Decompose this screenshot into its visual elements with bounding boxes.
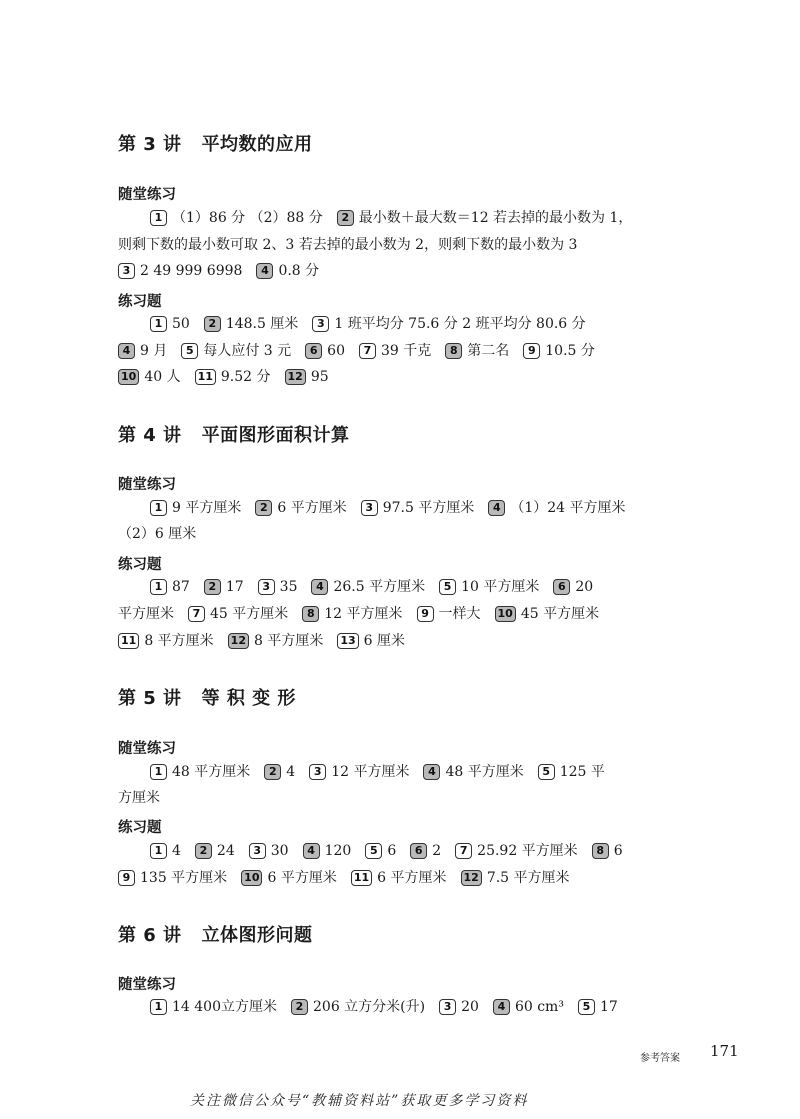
lecture-topic: 平均数的应用 [201, 134, 313, 155]
answer-text: 6 平方厘米 [267, 870, 337, 886]
answer-text: 95 [310, 369, 329, 385]
answer-line [150, 841, 637, 861]
answer-text: 45 平方厘米 [520, 606, 600, 622]
answer-text: 一样大 [438, 606, 481, 622]
answer-line [118, 868, 584, 888]
question-number-badge: 5 [365, 843, 382, 859]
answer-text: 35 [279, 579, 298, 595]
answer-text: （2）6 厘米 [118, 526, 197, 542]
question-number-badge: 7 [359, 343, 376, 359]
question-number-badge: 5 [439, 579, 456, 595]
answer-text: 6 厘米 [363, 633, 406, 649]
question-number-badge: 4 [303, 843, 320, 859]
answer-text: 60 cm³ [514, 999, 564, 1015]
answer-text: （1）24 平方厘米 [510, 500, 626, 516]
answer-text: 最小数＋最大数＝12 若去掉的最小数为 1， [358, 210, 633, 226]
question-number-badge: 1 [150, 764, 167, 780]
answer-text: 9 平方厘米 [172, 500, 242, 516]
question-number-badge: 1 [150, 843, 167, 859]
question-number-badge: 2 [204, 579, 221, 595]
question-number-badge: 6 [553, 579, 570, 595]
answer-text: 135 平方厘米 [140, 870, 228, 886]
lecture-6-practice-heading: 随堂练习 [118, 977, 176, 993]
answer-text: 17 [225, 579, 244, 595]
answer-line [118, 631, 419, 651]
answer-line [118, 788, 174, 808]
answer-text: 8 平方厘米 [144, 633, 214, 649]
question-number-badge: 4 [488, 500, 505, 516]
answer-text: 24 [216, 843, 235, 859]
question-number-badge: 2 [264, 764, 281, 780]
answer-line [118, 367, 343, 387]
answer-line [150, 208, 646, 228]
answer-text: 4 [286, 764, 296, 780]
lecture-4-exercise-heading: 练习题 [118, 557, 162, 573]
lecture-topic: 等 积 变 形 [201, 688, 296, 709]
lecture-5-title [118, 684, 296, 710]
answer-text: 40 人 [144, 369, 181, 385]
answer-text: 12 平方厘米 [324, 606, 403, 622]
answer-line [118, 341, 609, 361]
answer-line [150, 997, 632, 1017]
answer-text: 10 平方厘米 [461, 579, 540, 595]
answer-text: 6 平方厘米 [277, 500, 347, 516]
question-number-badge: 1 [150, 999, 167, 1015]
answer-text: 30 [270, 843, 289, 859]
question-number-badge: 11 [195, 369, 216, 385]
answer-text: 2 49 999 6998 [140, 263, 243, 279]
answer-text: 平方厘米 [118, 606, 174, 622]
answer-text: 97.5 平方厘米 [382, 500, 475, 516]
question-number-badge: 9 [523, 343, 540, 359]
answer-text: 20 [575, 579, 594, 595]
question-number-badge: 5 [181, 343, 198, 359]
question-number-badge: 4 [493, 999, 510, 1015]
lecture-4-title [118, 421, 350, 447]
question-number-badge: 3 [312, 316, 329, 332]
question-number-badge: 1 [150, 500, 167, 516]
answer-text: 206 立方分米(升) [313, 999, 426, 1015]
question-number-badge: 7 [455, 843, 472, 859]
lecture-5-exercise-heading: 练习题 [118, 820, 162, 836]
question-number-badge: 11 [118, 633, 139, 649]
question-number-badge: 3 [258, 579, 275, 595]
question-number-badge: 10 [241, 870, 262, 886]
answer-text: 每人应付 3 元 [203, 343, 292, 359]
answer-text: 39 千克 [381, 343, 432, 359]
question-number-badge: 8 [592, 843, 609, 859]
answer-text: 2 [432, 843, 442, 859]
question-number-badge: 12 [461, 870, 482, 886]
question-number-badge: 10 [118, 369, 139, 385]
answer-text: 4 [172, 843, 181, 859]
question-number-badge: 1 [150, 210, 167, 226]
question-number-badge: 6 [410, 843, 427, 859]
question-number-badge: 12 [285, 369, 306, 385]
question-number-badge: 12 [228, 633, 249, 649]
answer-line [118, 604, 613, 624]
question-number-badge: 2 [337, 210, 354, 226]
question-number-badge: 9 [417, 606, 434, 622]
question-number-badge: 3 [361, 500, 378, 516]
watermark-text: 关注微信公众号“教辅资料站”获取更多学习资料 [190, 1093, 529, 1109]
lecture-5-practice-heading: 随堂练习 [118, 741, 176, 757]
answer-text: 45 平方厘米 [210, 606, 289, 622]
lecture-3-practice-heading: 随堂练习 [118, 187, 176, 203]
answer-line [118, 524, 210, 544]
answer-text: 则剩下数的最小数可取 2、3 若去掉的最小数为 2，则剩下数的最小数为 3 [118, 237, 578, 253]
answer-line [150, 762, 619, 782]
answer-text: 10.5 分 [545, 343, 595, 359]
answer-text: 7.5 平方厘米 [486, 870, 570, 886]
lecture-6-title [118, 921, 313, 947]
answer-line [150, 498, 640, 518]
question-number-badge: 8 [445, 343, 462, 359]
answer-line [118, 235, 591, 255]
question-number-badge: 4 [311, 579, 328, 595]
answer-text: 20 [461, 999, 479, 1015]
answer-text: 0.8 分 [278, 263, 320, 279]
answer-text: 8 平方厘米 [253, 633, 324, 649]
answer-line [150, 577, 607, 597]
question-number-badge: 3 [309, 764, 326, 780]
question-number-badge: 3 [118, 263, 135, 279]
answer-text: 26.5 平方厘米 [333, 579, 426, 595]
lecture-4-practice-heading: 随堂练习 [118, 477, 176, 493]
answer-text: 48 平方厘米 [445, 764, 524, 780]
question-number-badge: 11 [351, 870, 372, 886]
question-number-badge: 4 [423, 764, 440, 780]
question-number-badge: 7 [188, 606, 205, 622]
question-number-badge: 6 [305, 343, 322, 359]
question-number-badge: 5 [538, 764, 555, 780]
question-number-badge: 5 [578, 999, 595, 1015]
question-number-badge: 9 [118, 870, 135, 886]
question-number-badge: 3 [439, 999, 456, 1015]
answer-text: 6 [613, 843, 623, 859]
answer-text: 6 平方厘米 [377, 870, 447, 886]
question-number-badge: 10 [495, 606, 516, 622]
answer-text: 50 [172, 316, 190, 332]
answer-text: （1）86 分 （2）88 分 [172, 210, 323, 226]
question-number-badge: 1 [150, 579, 167, 595]
lecture-number: 第 6 讲 [118, 925, 182, 946]
answer-text: 12 平方厘米 [331, 764, 410, 780]
question-number-badge: 2 [195, 843, 212, 859]
answer-text: 17 [599, 999, 618, 1015]
lecture-number: 第 3 讲 [118, 134, 182, 155]
answer-line [150, 314, 600, 334]
answer-text: 方厘米 [118, 790, 160, 806]
answer-text: 148.5 厘米 [225, 316, 299, 332]
question-number-badge: 8 [302, 606, 319, 622]
answer-text: 9.52 分 [220, 369, 271, 385]
question-number-badge: 3 [249, 843, 266, 859]
question-number-badge: 2 [255, 500, 272, 516]
page-number: 171 [710, 1042, 739, 1060]
question-number-badge: 13 [337, 633, 358, 649]
lecture-topic: 平面图形面积计算 [201, 425, 350, 446]
question-number-badge: 4 [256, 263, 273, 279]
answer-text: 87 [172, 579, 190, 595]
question-number-badge: 2 [204, 316, 221, 332]
answer-text: 120 [324, 843, 352, 859]
footer-label: 参考答案 [640, 1053, 680, 1064]
question-number-badge: 2 [291, 999, 308, 1015]
lecture-3-title [118, 130, 313, 156]
answer-line [118, 261, 333, 281]
answer-text: 25.92 平方厘米 [477, 843, 578, 859]
answer-text: 125 平 [559, 764, 605, 780]
answer-text: 9 月 [140, 343, 168, 359]
answer-text: 48 平方厘米 [172, 764, 251, 780]
question-number-badge: 1 [150, 316, 167, 332]
lecture-number: 第 5 讲 [118, 688, 182, 709]
lecture-3-exercise-heading: 练习题 [118, 294, 162, 310]
answer-text: 6 [387, 843, 397, 859]
answer-text: 1 班平均分 75.6 分 2 班平均分 80.6 分 [334, 316, 586, 332]
question-number-badge: 4 [118, 343, 135, 359]
lecture-number: 第 4 讲 [118, 425, 182, 446]
answer-text: 60 [327, 343, 345, 359]
lecture-topic: 立体图形问题 [201, 925, 313, 946]
answer-text: 14 400立方厘米 [172, 999, 277, 1015]
answer-text: 第二名 [467, 343, 510, 359]
